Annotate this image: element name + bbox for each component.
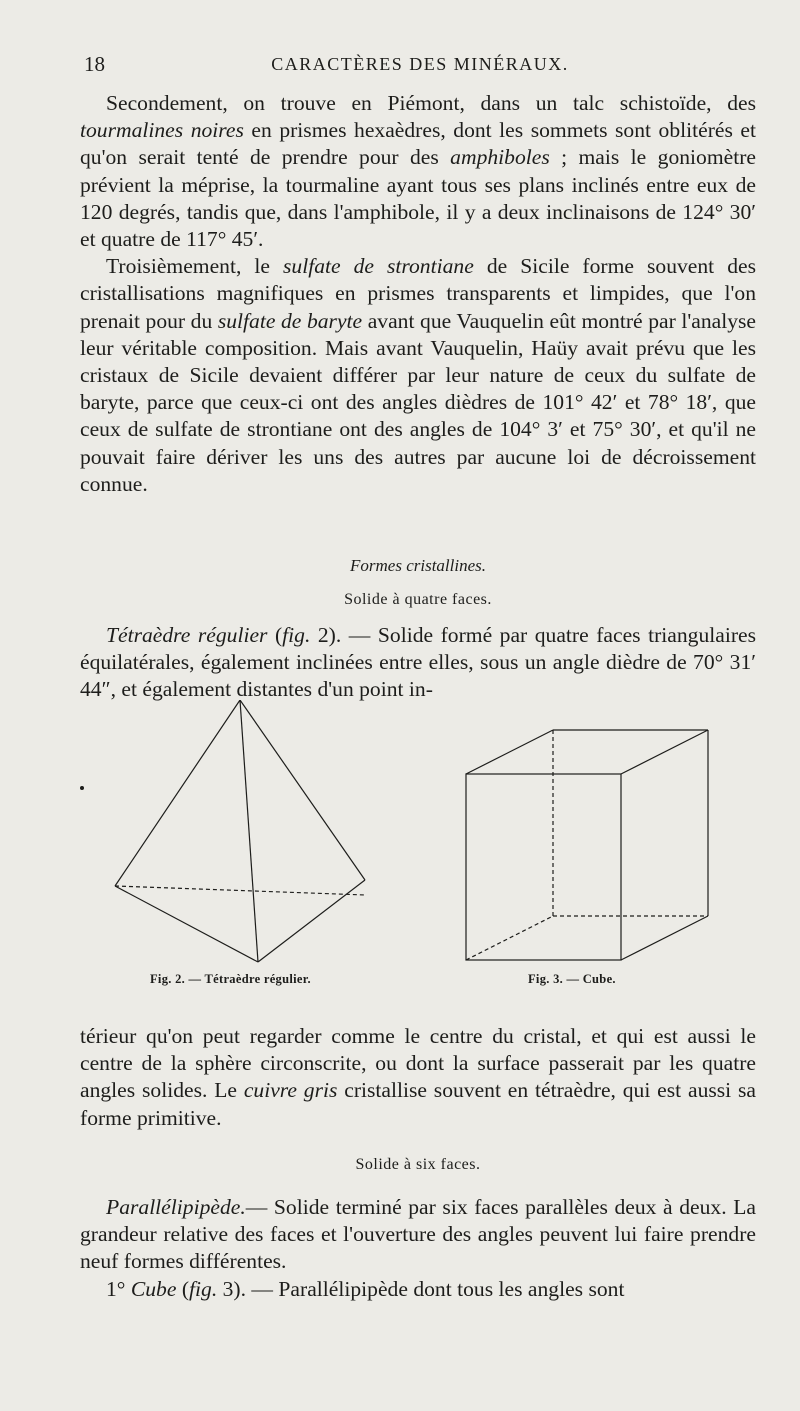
section-heading-quatre-faces: Solide à quatre faces. [344,591,492,608]
figures-area [80,700,756,990]
speck-mark [80,786,84,790]
paragraph-parallelipipede [80,1194,756,1276]
figure-2-caption: Fig. 2. — Tétraèdre régulier. [150,972,311,986]
cube-figure [466,730,708,960]
text-run: 1° [106,1276,131,1301]
text-run: ( [176,1276,190,1301]
text-run: cristallise souvent en tétraèdre, qui est aussi sa forme primitive. [80,1078,756,1130]
body-text-top [80,90,756,498]
text-run: ( [267,623,283,647]
italic-term: amphiboles [450,145,550,170]
figures-drawing [80,700,756,990]
body-text-continued [80,1023,756,1132]
italic-term: tourmalines noires [80,118,244,143]
body-text-tetraedre [80,622,756,704]
page-header [84,52,756,82]
italic-term: sulfate de baryte [217,308,363,333]
italic-term: Parallélipipède. [106,1195,246,1219]
text-run: ; mais le goniomètre prévient la méprise, la tourmaline ayant tous ses plans inclinés entre eux de 120 degrés, tandis que, dans l'amphibole, il y a deux inclinaisons de 124° 30′ et quatre de 117° 45′. [80,145,756,252]
text-run: avant que Vauquelin eût montré par l'analyse leur véritable composition. Mais avant Vauquelin, Haüy avait prévu que les cristaux de Sicile devaient différer par leur nature de ceux du sulfate de baryte, parce que ceux-ci ont des angles dièdres de 101° 42′ et 78° 18′, que ceux de sulfate de strontiane ont des angles de 104° 3′ et 75° 30′, et qu'il ne pouvait faire dériver les uns des autres par aucune loi de décroissement connue. [80,308,756,496]
italic-term: Tétraèdre régulier [106,623,268,647]
body-text-bottom [80,1194,756,1303]
subtitle-formes-cristallines: Formes cristallines. [350,556,486,575]
text-run: 2). — Solide formé par quatre faces triangulaires équilatérales, également inclinées entre elles, sous un angle dièdre de 70° 31′ 44″, et également distantes d'un point in- [80,623,757,702]
italic-term: fig. [282,623,311,647]
italic-term: sulfate de strontiane [283,254,474,279]
running-title: CARACTÈRES DES MINÉRAUX. [271,54,569,74]
italic-term: fig. [189,1276,218,1301]
italic-term: cuivre gris [243,1078,338,1103]
text-run: 3). — Parallélipipède dont tous les angles sont [217,1276,625,1301]
text-run: térieur qu'on peut regarder comme le centre du cristal, et qui est aussi le centre de la sphère circonscrite, ou dont la surface passerait par les quatre angles solides. Le [80,1024,756,1103]
figure-3-caption: Fig. 3. — Cube. [528,972,616,986]
page-number: 18 [84,52,105,76]
paragraph-cube [80,1276,756,1303]
text-run: en prismes hexaèdres, dont les sommets sont oblitérés et qu'on serait tenté de prendre pour des [80,118,756,170]
section-heading-six-faces: Solide à six faces. [355,1156,481,1173]
text-run: — Solide terminé par six faces parallèles deux à deux. La grandeur relative des faces et l'ouverture des angles peuvent lui faire prendre neuf formes différentes. [80,1195,756,1274]
paragraph-tetraedre [80,622,756,704]
paragraph-strontiane [80,253,756,498]
text-run: Secondement, on trouve en Piémont, dans un talc schistoïde, des [106,91,756,115]
tetrahedron-figure [115,700,365,962]
paragraph-continuation [80,1023,756,1132]
text-run: de Sicile forme souvent des cristallisations magnifiques en prismes transparents et limpides, que l'on prenait pour du [80,254,756,333]
paragraph-tourmaline [80,90,756,253]
text-run: Troisièmement, le [106,254,283,279]
italic-term: Cube [130,1276,177,1301]
